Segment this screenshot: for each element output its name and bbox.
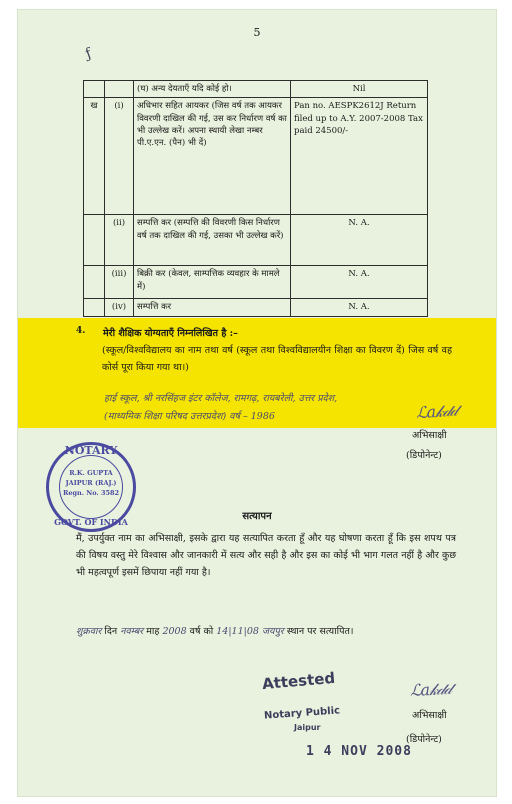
deponent-label: अभिसाक्षी [412, 430, 447, 441]
row-sub-number: (iii) [105, 266, 134, 299]
row-sub-number: (i) [105, 98, 134, 215]
seal-city: JAIPUR (RAJ.) [65, 479, 117, 487]
page-number: 5 [253, 26, 261, 39]
affidavit-page [18, 10, 496, 796]
row-label: सम्पत्ति कर [134, 299, 291, 316]
row-value: N. A. [291, 266, 428, 299]
date-stamp: 1 4 NOV 2008 [306, 744, 412, 759]
row-value: Pan no. AESPK2612J Return filed up to A.Y. 2007-2008 Tax paid 24500/- [291, 98, 428, 215]
seal-registration: Regn. No. 3582 [62, 489, 120, 497]
row-number [84, 299, 105, 316]
deponent-english-label: (डिपोनेन्ट) [406, 450, 442, 461]
table-row [84, 266, 428, 299]
row-label: सम्पत्ति कर (सम्पत्ति की विवरणी किस निर्धारण वर्ष तक दाखिल की गई, उसका भी उल्लेख करें) [134, 215, 291, 266]
notary-city-stamp: Jaipur [294, 723, 321, 732]
deponent-signature: ℒa𝓀𝒹𝒹 [415, 400, 458, 423]
seal-title: NOTARY [64, 444, 118, 457]
education-description: (स्कूल/विश्वविद्यालय का नाम तथा वर्ष (स्कूल तथा विश्वविद्यालयीन शिक्षा का विवरण दें) जिस वर्ष वह कोर्स पूरा किया गया था।) [102, 345, 452, 373]
pen-mark: ƒ [83, 45, 94, 63]
deponent-signature: ℒa𝓀𝒹𝒹 [409, 678, 452, 701]
verification-title: सत्यापन [242, 511, 272, 522]
handwritten-weekday: शुक्रवार [76, 626, 102, 637]
row-number [84, 215, 105, 266]
row-sub-number: (iv) [105, 299, 134, 316]
table-row [84, 299, 428, 316]
verification-suffix: स्थान पर सत्यापित। [286, 626, 354, 637]
handwritten-date: 14|11|08 [216, 626, 259, 637]
row-number [84, 266, 105, 299]
handwritten-month: नवम्बर [120, 626, 144, 637]
row-sub-number: (ii) [105, 215, 134, 266]
row-label: अधिभार सहित आयकर (जिस वर्ष तक आयकर विवरणी दाखिल की गई, उस कर निर्धारण वर्ष का भी उल्लेख करें। अपना स्थायी लेखा नम्बर पी.ए.एन. (पैन) भी दें) [134, 98, 291, 215]
table-row [84, 215, 428, 266]
attested-stamp: Attested [261, 668, 336, 694]
deponent-english-label: (डिपोनेन्ट) [406, 734, 442, 745]
table-row [84, 98, 428, 215]
year-label: वर्ष को [189, 626, 214, 637]
row-value: N. A. [291, 215, 428, 266]
handwritten-education-year: (माध्यमिक शिक्षा परिषद उत्तरप्रदेश) वर्ष – 1986 [104, 411, 275, 422]
row-number [84, 81, 105, 98]
section-number: 4. [76, 326, 86, 336]
day-label: दिन [104, 626, 118, 637]
seal-name: R.K. GUPTA [69, 469, 113, 477]
notary-public-stamp: Notary Public [263, 705, 341, 722]
row-label: (घ) अन्य देयताएँ यदि कोई हो। [134, 81, 291, 98]
handwritten-year: 2008 [162, 626, 187, 637]
row-value: Nil [291, 81, 428, 98]
row-value: N. A. [291, 299, 428, 316]
asset-liability-table [83, 80, 428, 317]
seal-country: GOVT. OF INDIA [54, 517, 128, 527]
row-sub-number [105, 81, 134, 98]
handwritten-place: जयपुर [261, 626, 284, 637]
table-row [84, 81, 428, 98]
verification-body: मैं, उपर्युक्त नाम का अभिसाक्षी, इसके द्वारा यह सत्यापित करता हूँ और यह घोषणा करता हूँ कि इस शपथ पत्र की विषय वस्तु मेरे विश्वास और जानकारी में सत्य और सही है और इस का कोई भी भाग गलत नहीं है और कुछ भी महत्वपूर्ण इसमें छिपाया नहीं गया है। [76, 533, 456, 579]
row-number: ख [84, 98, 105, 215]
deponent-label: अभिसाक्षी [412, 710, 447, 721]
row-label: बिक्री कर (केवल, साम्पत्तिक व्यवहार के मामले में) [134, 266, 291, 299]
verification-date-line [76, 624, 456, 637]
education-heading: मेरी शैक्षिक योग्यताएँ निम्नलिखित है :– [103, 328, 238, 339]
handwritten-education-line: हाई स्कूल, श्री नरसिंहज इंटर कॉलेज, रामगढ़, रायबरेली, उत्तर प्रदेश, [104, 393, 338, 404]
month-label: माह [146, 626, 160, 637]
